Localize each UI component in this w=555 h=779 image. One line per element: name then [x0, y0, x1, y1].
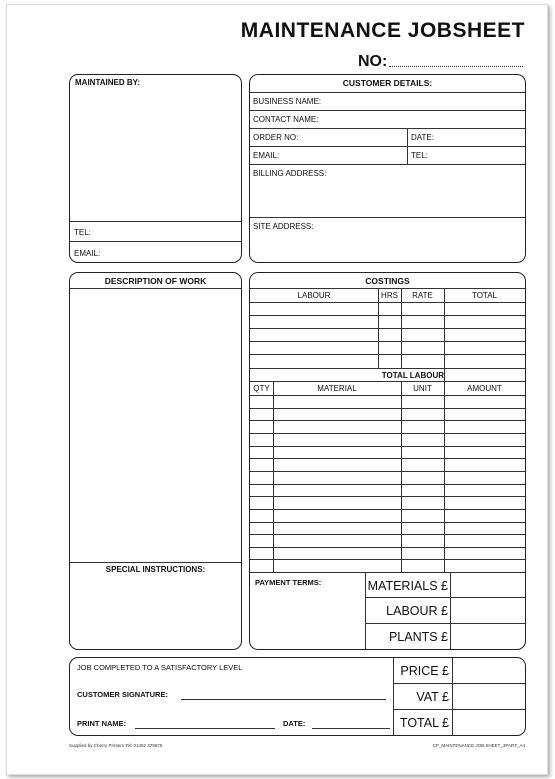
payment-terms-label: PAYMENT TERMS:	[255, 578, 322, 587]
customer-signature-label: CUSTOMER SIGNATURE:	[77, 690, 168, 699]
customer-date-field[interactable]: DATE:	[411, 133, 434, 142]
customer-email-field[interactable]: EMAIL:	[253, 151, 280, 160]
costings-box	[249, 272, 526, 650]
unit-col-header: UNIT	[413, 384, 432, 393]
material-row-line	[250, 522, 525, 523]
material-row-line	[250, 458, 525, 459]
page-title: MAINTENANCE JOBSHEET	[240, 19, 525, 42]
supplied-by-text: Supplied by Cherry Printers Tel: 01482 379679	[69, 743, 163, 748]
material-row-line	[250, 547, 525, 548]
jobsheet-page	[6, 4, 548, 775]
maintained-by-box	[69, 74, 242, 263]
hrs-col-header: HRS	[381, 291, 398, 300]
material-row-line	[250, 559, 525, 560]
material-row-line	[250, 534, 525, 535]
qty-col-header: QTY	[253, 384, 270, 393]
customer-details-box	[249, 74, 526, 263]
total-label: TOTAL £	[399, 716, 449, 730]
description-box	[69, 272, 242, 650]
material-row-line	[250, 433, 525, 434]
maintained-by-email-field[interactable]: EMAIL:	[74, 249, 101, 258]
vat-label: VAT £	[416, 690, 449, 704]
materials-total-label: MATERIALS £	[367, 579, 448, 593]
business-name-field[interactable]: BUSINESS NAME:	[253, 97, 322, 106]
amount-col-header: AMOUNT	[467, 384, 502, 393]
material-col-header: MATERIAL	[317, 384, 357, 393]
site-address-field[interactable]: SITE ADDRESS:	[253, 222, 314, 231]
material-row-line	[250, 484, 525, 485]
maintained-by-heading: MAINTAINED BY:	[75, 78, 141, 87]
customer-tel-field[interactable]: TEL:	[411, 151, 428, 160]
material-row-line	[250, 408, 525, 409]
labour-col-header: LABOUR	[297, 291, 331, 300]
price-label: PRICE £	[400, 664, 449, 678]
description-heading: DESCRIPTION OF WORK	[104, 276, 207, 286]
plants-total-label: PLANTS £	[388, 630, 448, 644]
job-number-label: NO:	[358, 53, 388, 70]
material-row-line	[250, 446, 525, 447]
job-completed-text: JOB COMPLETED TO A SATISFACTORY LEVEL	[77, 663, 243, 672]
contact-name-field[interactable]: CONTACT NAME:	[253, 115, 319, 124]
material-row-line	[250, 496, 525, 497]
form-code-text: CP_MAINTENANCE JOB SHEET_3PART_A4	[432, 743, 525, 748]
print-name-label: PRINT NAME:	[77, 719, 127, 728]
material-row-line	[250, 471, 525, 472]
customer-details-heading: CUSTOMER DETAILS:	[342, 78, 433, 88]
maintained-by-tel-field[interactable]: TEL:	[74, 228, 91, 237]
special-instructions-heading: SPECIAL INSTRUCTIONS:	[105, 565, 206, 574]
billing-address-field[interactable]: BILLING ADDRESS:	[253, 169, 327, 178]
material-row-line	[250, 509, 525, 510]
completion-box	[69, 657, 526, 736]
labour-total-label: LABOUR £	[386, 604, 448, 618]
job-number-field[interactable]	[389, 66, 523, 67]
material-row-line	[250, 420, 525, 421]
costings-heading: COSTINGS	[365, 276, 410, 286]
print-name-field[interactable]	[135, 728, 275, 729]
total-col-header: TOTAL	[471, 291, 498, 300]
rate-col-header: RATE	[412, 291, 433, 300]
total-labour-label: TOTAL LABOUR	[381, 371, 444, 380]
order-no-field[interactable]: ORDER NO:	[253, 133, 299, 142]
footer-date-label: DATE:	[283, 719, 306, 728]
customer-signature-field[interactable]	[181, 699, 386, 700]
footer-date-field[interactable]	[312, 728, 390, 729]
